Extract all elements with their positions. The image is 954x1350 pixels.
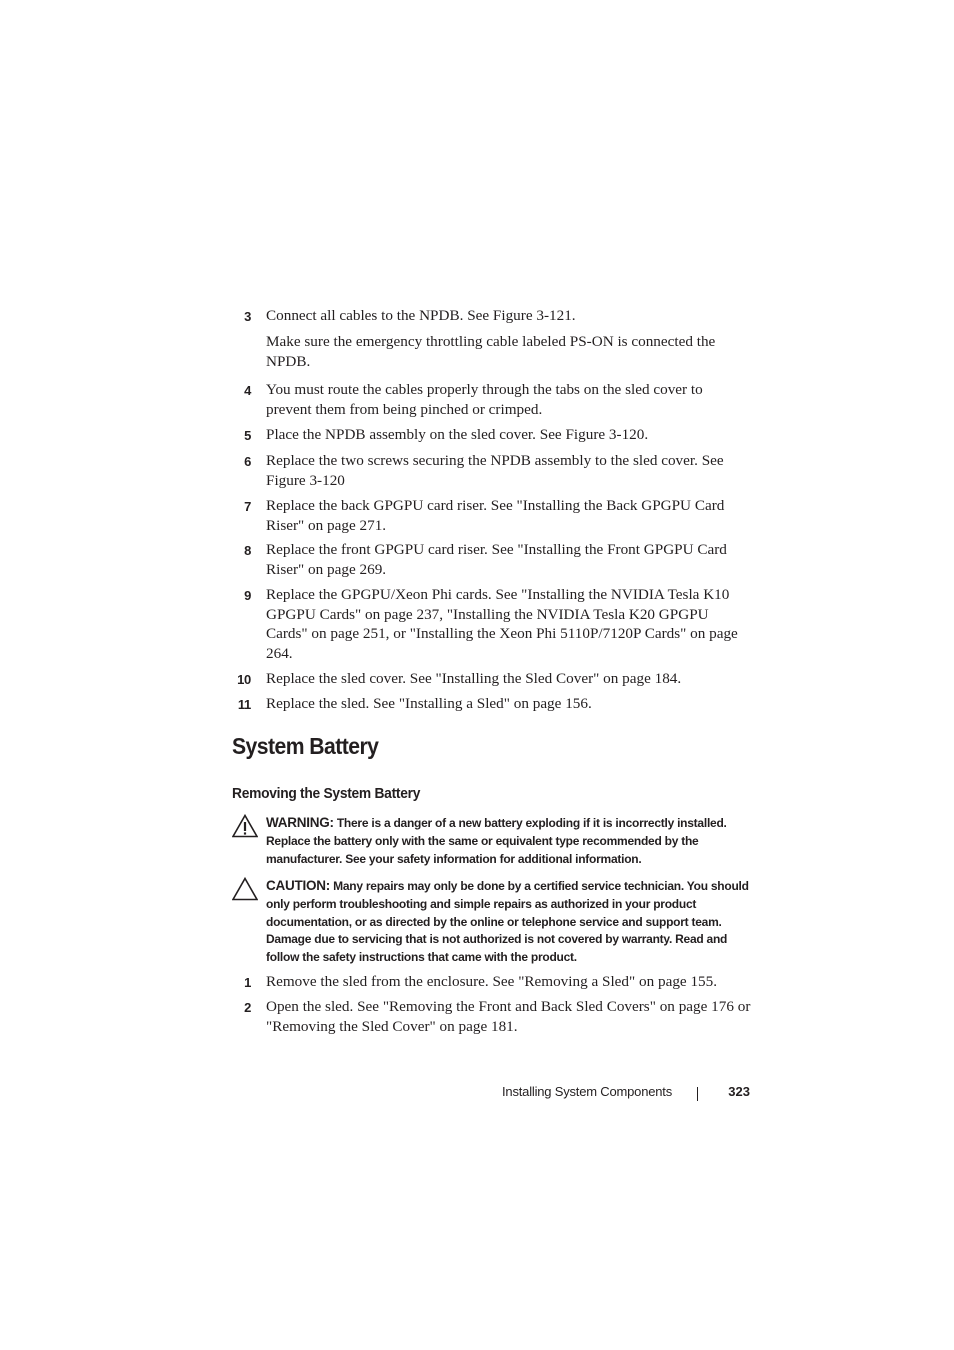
step-3 bbox=[232, 306, 752, 326]
step-7 bbox=[232, 496, 752, 535]
step-number: 10 bbox=[237, 672, 251, 687]
step-number: 4 bbox=[244, 383, 251, 398]
page-number: 323 bbox=[728, 1084, 750, 1099]
warning-triangle-icon bbox=[232, 814, 258, 844]
step-number: 11 bbox=[237, 697, 251, 712]
step-number: 9 bbox=[244, 588, 251, 603]
step-text: Replace the back GPGPU card riser. See "Installing the Back GPGPU Card Riser" on page 271. bbox=[266, 497, 725, 534]
step-text: Place the NPDB assembly on the sled cover. See Figure 3-120. bbox=[266, 426, 649, 443]
step-text: Replace the sled cover. See "Installing the Sled Cover" on page 184. bbox=[266, 670, 682, 687]
caution-notice bbox=[232, 877, 752, 967]
caution-triangle-icon bbox=[232, 877, 258, 907]
warning-body bbox=[266, 814, 752, 868]
warning-text: There is a danger of a new battery exploding if it is incorrectly installed. Replace the battery only with the same or equivalent type recommended by the manufacturer. See your safety information for additional information. bbox=[266, 816, 727, 866]
step-3-note: Make sure the emergency throttling cable labeled PS-ON is connected the NPDB. bbox=[266, 333, 716, 370]
step-text: Open the sled. See "Removing the Front and Back Sled Covers" on page 176 or "Removing the Sled Cover" on page 181. bbox=[266, 998, 751, 1035]
footer-divider bbox=[697, 1087, 698, 1101]
step-5 bbox=[232, 425, 752, 445]
caution-text: Many repairs may only be done by a certified service technician. You should only perform troubleshooting and simple repairs as authorized in your product documentation, or as directed by the online or telephone service and support team. Damage due to servicing that is not authorized is not covered by warranty. Read and follow the safety instructions that came with the product. bbox=[266, 879, 749, 965]
step-text: Replace the front GPGPU card riser. See "Installing the Front GPGPU Card Riser" on page 269. bbox=[266, 541, 727, 578]
step-number: 7 bbox=[244, 499, 251, 514]
step-text: Replace the sled. See "Installing a Sled" on page 156. bbox=[266, 695, 592, 712]
warning-notice bbox=[232, 814, 752, 868]
step-text: Replace the two screws securing the NPDB assembly to the sled cover. See Figure 3-120 bbox=[266, 452, 724, 489]
subsection-title: Removing the System Battery bbox=[232, 785, 421, 802]
removal-step-2 bbox=[232, 997, 752, 1036]
step-8 bbox=[232, 540, 752, 579]
section-title: System Battery bbox=[232, 733, 379, 759]
page-footer bbox=[440, 1084, 750, 1104]
step-number: 3 bbox=[244, 309, 251, 324]
footer-section-name: Installing System Components bbox=[502, 1084, 672, 1099]
removal-step-1 bbox=[232, 972, 752, 992]
step-number: 1 bbox=[244, 975, 251, 990]
step-number: 2 bbox=[244, 1000, 251, 1015]
step-number: 8 bbox=[244, 543, 251, 558]
step-text: Replace the GPGPU/Xeon Phi cards. See "Installing the NVIDIA Tesla K10 GPGPU Cards" on page 237, "Installing the NVIDIA Tesla K20 GPGPU Cards" on page 251, or "Installing the Xeon Phi 5110P/7120P Cards" on page 264. bbox=[266, 586, 738, 662]
step-10 bbox=[232, 669, 752, 689]
step-number: 6 bbox=[244, 454, 251, 469]
step-9 bbox=[232, 585, 752, 663]
warning-label: WARNING: bbox=[266, 815, 334, 830]
step-11 bbox=[232, 694, 752, 714]
step-text: Connect all cables to the NPDB. See Figure 3-121. bbox=[266, 307, 576, 324]
step-text: Remove the sled from the enclosure. See "Removing a Sled" on page 155. bbox=[266, 973, 718, 990]
step-text: You must route the cables properly through the tabs on the sled cover to prevent them from being pinched or crimped. bbox=[266, 381, 703, 418]
caution-label: CAUTION: bbox=[266, 878, 330, 893]
caution-body bbox=[266, 877, 752, 967]
step-number: 5 bbox=[244, 428, 251, 443]
step-4 bbox=[232, 380, 752, 419]
step-6 bbox=[232, 451, 752, 490]
